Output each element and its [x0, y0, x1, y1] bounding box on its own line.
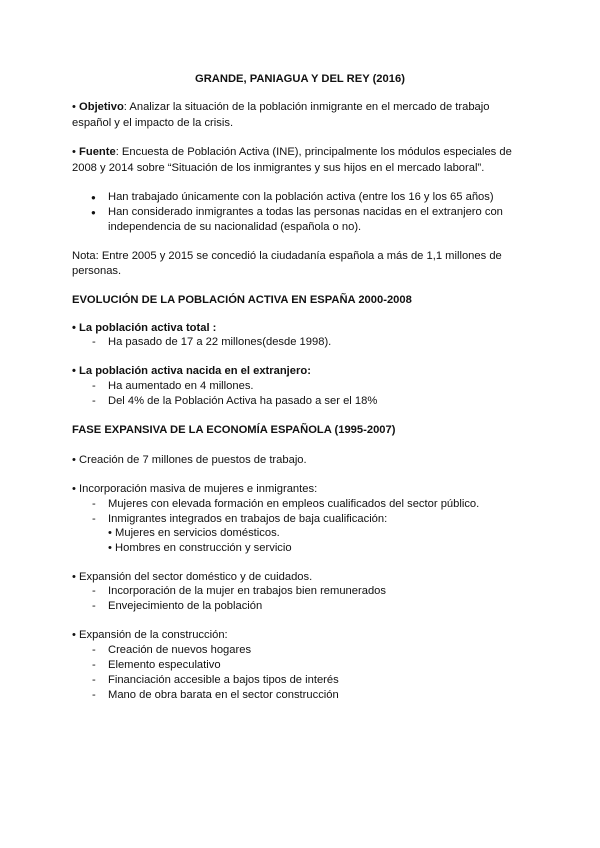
- document-title: GRANDE, PANIAGUA Y DEL REY (2016): [195, 73, 405, 85]
- section-heading-poblacion-activa: EVOLUCIÓN DE LA POBLACIÓN ACTIVA EN ESPAÑA 2000-2008: [72, 294, 412, 306]
- nota-line-2: personas.: [72, 265, 122, 277]
- domestico-label: • Expansión del sector doméstico y de cuidados.: [72, 571, 313, 583]
- fuente-bullet-1: Han trabajado únicamente con la población activa (entre los 16 y los 65 años): [108, 191, 494, 203]
- domestico-item-2: Envejecimiento de la población: [108, 600, 263, 612]
- dash-marker: -: [92, 513, 96, 525]
- dash-marker: -: [92, 600, 96, 612]
- dash-marker: -: [92, 644, 96, 656]
- construccion-item-1: Creación de nuevos hogares: [108, 644, 252, 656]
- bullet-dot: ●: [91, 193, 96, 202]
- nota-line-1: Nota: Entre 2005 y 2015 se concedió la ciudadanía española a más de 1,1 millones de: [72, 250, 502, 262]
- construccion-label: • Expansión de la construcción:: [72, 629, 228, 641]
- poblacion-extranjero-label: • La población activa nacida en el extranjero:: [72, 365, 311, 377]
- poblacion-total-item: Ha pasado de 17 a 22 millones(desde 1998).: [108, 336, 332, 348]
- objetivo-line-1: • Objetivo: Analizar la situación de la población inmigrante en el mercado de trabajo: [72, 101, 490, 113]
- fuente-line-2: 2008 y 2014 sobre “Situación de los inmigrantes y sus hijos en el mercado laboral”.: [72, 162, 485, 174]
- dash-marker: -: [92, 498, 96, 510]
- fuente-text: : Encuesta de Población Activa (INE), principalmente los módulos especiales de: [115, 146, 512, 158]
- incorporacion-sub-1: • Mujeres en servicios domésticos.: [108, 527, 280, 539]
- fuente-line-1: • Fuente: Encuesta de Población Activa (INE), principalmente los módulos especiales de: [72, 146, 512, 158]
- poblacion-extranjero-item-2: Del 4% de la Población Activa ha pasado a ser el 18%: [108, 395, 378, 407]
- domestico-item-1: Incorporación de la mujer en trabajos bien remunerados: [108, 585, 386, 597]
- objetivo-line-2: español y el impacto de la crisis.: [72, 117, 234, 129]
- construccion-item-2: Elemento especulativo: [108, 659, 221, 671]
- fuente-label: Fuente: [79, 146, 116, 158]
- dash-marker: -: [92, 689, 96, 701]
- dash-marker: -: [92, 659, 96, 671]
- incorporacion-sub-2: • Hombres en construcción y servicio: [108, 542, 292, 554]
- dash-marker: -: [92, 585, 96, 597]
- dash-marker: -: [92, 336, 96, 348]
- poblacion-extranjero-item-1: Ha aumentado en 4 millones.: [108, 380, 254, 392]
- section-heading-fase-expansiva: FASE EXPANSIVA DE LA ECONOMÍA ESPAÑOLA (1995-2007): [72, 424, 396, 436]
- incorporacion-label: • Incorporación masiva de mujeres e inmigrantes:: [72, 483, 318, 495]
- poblacion-total-label: • La población activa total :: [72, 322, 217, 334]
- fuente-bullet-2-cont: independencia de su nacionalidad (española o no).: [108, 221, 362, 233]
- construccion-item-4: Mano de obra barata en el sector construcción: [108, 689, 339, 701]
- incorporacion-item-2: Inmigrantes integrados en trabajos de baja cualificación:: [108, 513, 388, 525]
- construccion-item-3: Financiación accesible a bajos tipos de interés: [108, 674, 339, 686]
- dash-marker: -: [92, 380, 96, 392]
- objetivo-text: : Analizar la situación de la población inmigrante en el mercado de trabajo: [123, 101, 490, 113]
- creacion-empleo: • Creación de 7 millones de puestos de trabajo.: [72, 454, 307, 466]
- incorporacion-item-1: Mujeres con elevada formación en empleos cualificados del sector público.: [108, 498, 480, 510]
- bullet-dot: ●: [91, 208, 96, 217]
- fuente-bullet-2: Han considerado inmigrantes a todas las personas nacidas en el extranjero con: [108, 206, 503, 218]
- dash-marker: -: [92, 395, 96, 407]
- dash-marker: -: [92, 674, 96, 686]
- objetivo-label: Objetivo: [79, 101, 124, 113]
